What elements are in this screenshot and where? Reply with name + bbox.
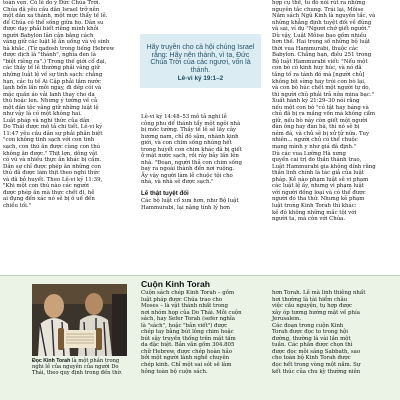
text-line: chép tay bằng bút lông chim hoặc bbox=[141, 329, 234, 336]
text-line: Chúa đã yêu cầu dân Israel trở nên bbox=[3, 6, 100, 13]
text-line: nhà. "Đoạn, người thả con chim sống bbox=[141, 159, 242, 166]
text-line: công phu để thánh tẩy một ngôi nhà bbox=[141, 120, 241, 127]
text-line: hạn, các tu tế Ai Cập phải tắm nước bbox=[3, 78, 101, 85]
text-line: Hammurabi, lại nặng tính lý hơn bbox=[141, 204, 230, 211]
text-line: vâng giữ các luật lệ ăn uống và vệ sinh bbox=[3, 39, 110, 46]
text-line: hỏng toàn bộ cuộn sách. bbox=[141, 368, 208, 375]
text-line: một dân xa thánh, một mực thẩy tế lễ. bbox=[3, 13, 108, 20]
text-line: Lê-vi ký 14:48–53 mô tả nghi lễ bbox=[141, 114, 227, 120]
text-line: hương nam, chỉ đỏ sậm, nhành kinh bbox=[141, 133, 239, 140]
text-line: thần linh chính là tác giả của luật bbox=[272, 170, 364, 177]
text-line: không ăn được." Thịt lợn, dông vật bbox=[3, 150, 98, 157]
photo-caption bbox=[32, 358, 129, 377]
text-line: người Babylon lân cận bằng cách bbox=[3, 32, 94, 39]
text-line: con bò có kinh huy húc, và nó đã bbox=[272, 65, 362, 72]
section-subheading: Lẽ thật tuyệt đối bbox=[141, 190, 189, 198]
text-line: Luật pháp và nghi thức của dân bbox=[3, 117, 90, 124]
subheading-text bbox=[138, 198, 263, 211]
photo-illustration bbox=[32, 284, 127, 356]
text-line: việc cầu nguyện, tụ hợp được bbox=[272, 303, 353, 310]
text-line: nguyên tắc chung. Trái lại, Môise bbox=[272, 6, 364, 13]
middle-column-text bbox=[138, 114, 263, 186]
text-line: người ta, mà còn với Chúa. bbox=[272, 216, 346, 223]
text-line: nếu một con bò "có tật hay báng và bbox=[272, 104, 369, 111]
text-line: quyền cai trị do thần thánh trao, bbox=[272, 157, 362, 164]
text-line: Dù các vua Lưỡng Hà xưng bbox=[272, 150, 346, 157]
text-line: với người đồng loại và có thể được bbox=[272, 189, 366, 196]
scripture-quote-box bbox=[140, 34, 261, 88]
text-line: chủ đã bị ra mắng vốn mà không cẩm bbox=[272, 111, 376, 118]
text-line: Moses – là vật thánh nhất trong bbox=[141, 303, 228, 310]
text-line: thời vua Hammurabi, thuộc các bbox=[272, 45, 359, 52]
sidebar-title: Cuộn Kinh Torah bbox=[141, 279, 211, 289]
text-line: ở mặt nước sạch, rồi rảy bảy lần lên bbox=[141, 153, 239, 160]
text-line: Do Thái được mô tả chi tiết. Lê-vi ký bbox=[3, 124, 103, 131]
text-line: các thầy tế lễ thường phải vâng giữ bbox=[3, 65, 100, 72]
text-line: các luật lệ ấy, nhưng vi phạm luật bbox=[272, 183, 365, 190]
text-line: hơi thường là tài hiểm châu bbox=[272, 296, 348, 303]
text-line: để Chúa có thể sống giữa họ. Dân su bbox=[3, 19, 104, 26]
text-line: hơn Torah. Lễ mà linh thiêng nhất bbox=[272, 290, 366, 296]
left-column-text bbox=[0, 0, 132, 210]
text-line: thì người chủ phải trả nửa mina bạc." bbox=[272, 91, 375, 98]
text-line: da đặc biệt. Bản văn gồm 304.805 bbox=[141, 342, 235, 349]
text-line: bởi một người lành nghề chuyên bbox=[141, 355, 230, 362]
text-line: đọc hết trong vòng một năm. Sự bbox=[272, 362, 361, 369]
text-line: bị mốc tường. Thầy tế lễ sẽ lấy cây bbox=[141, 127, 237, 134]
text-line: thú đã được làm thịt theo nghi thức bbox=[3, 170, 100, 177]
text-line: bút sậy truyền thống trên mặt tấm bbox=[141, 335, 236, 342]
text-line: mạng mình y như giá đã định." bbox=[272, 144, 357, 151]
text-line: ném đá, và chủ sẽ bị xử tử nữa. Tuy bbox=[272, 130, 370, 137]
text-line: "Khi một con thú nào các người bbox=[3, 183, 89, 190]
text-line: hà khắc. (Từ qadosh trong tiếng Hebrew bbox=[3, 45, 115, 52]
text-line: có vú và nhiều thực ăn khác bị cấm. bbox=[3, 157, 102, 164]
text-line: Dù vậy, Luật Môise bao gồm nhiều bbox=[272, 32, 367, 39]
text-line: Các đoạn trong cuộn Kinh bbox=[272, 322, 344, 329]
sidebar-middle-column bbox=[138, 290, 263, 375]
text-line: kết thúc của chu kỳ thường niên bbox=[272, 368, 361, 375]
text-line: và sai, ví dụ "Ngươi chớ giết người." bbox=[272, 26, 371, 33]
text-line: được phép ăn mà thực chết đi, hễ bbox=[3, 189, 95, 196]
text-line: Các bộ luật cổ xưa hơn, như Bộ luật bbox=[141, 198, 239, 205]
quote-text: Hãy truyền cho cả hội chúng Israel rằng: Hãy nên thánh, vì ta, Đức Chúa Trời của các ngươi, vốn là thánh. bbox=[146, 44, 255, 74]
text-line: và đã bỏ huyết. Theo Lê-vi ký 11:39, bbox=[3, 176, 103, 183]
text-line: luật trong Kinh Torah thì khác: bbox=[272, 202, 357, 209]
text-line: nơi nhóm họp của Do Thái. Mỗi cuộn bbox=[141, 309, 242, 316]
caption-text: là một phần trong nghi lễ của nguyên của người Do Thái, theo quy định trong đền thờ. bbox=[32, 358, 123, 377]
text-line: toàn vẹn. Có lẽ do ý Đức Chúa Trời. bbox=[3, 0, 101, 6]
text-line: giới, và con chim sống nhúng hết bbox=[141, 140, 232, 147]
text-line: một dân tộc vâng giữ những luật lệ bbox=[3, 104, 99, 111]
text-line: được đọc mỗi sáng Sabbath, sao bbox=[272, 348, 361, 355]
text-line: ai đụng đến xác nó sẽ bị ô uế đến bbox=[3, 196, 95, 203]
text-line: Babylon. Chẳng hạn, điều 251 trong bbox=[272, 52, 372, 59]
text-line: "biệt riêng ra".) Trong thế giới cổ đại, bbox=[3, 58, 107, 65]
middle-column bbox=[138, 114, 263, 211]
text-line: như vậy là có một không hai. bbox=[3, 111, 82, 118]
right-column-text bbox=[269, 0, 400, 223]
torah-scroll-sidebar bbox=[0, 276, 400, 400]
text-line: cho toàn bộ Kinh Torah được bbox=[272, 355, 351, 362]
text-line: bay ra ngoài thành đến nơi ruộng. bbox=[141, 166, 235, 173]
text-line: tăng tố ra tánh đó mà [người chủ] bbox=[272, 72, 365, 79]
sidebar-right-text bbox=[269, 290, 400, 375]
sidebar-right-column bbox=[269, 290, 400, 375]
text-line: đường, thường là vài lần một bbox=[272, 335, 351, 342]
text-line: được dịch là "thánh", nghĩa đen là bbox=[3, 52, 96, 59]
text-line: kẻ đó không những mắc tội với bbox=[272, 209, 357, 216]
text-line: chiều tối." bbox=[3, 202, 32, 209]
torah-reading-photo bbox=[32, 284, 127, 356]
text-line: lạnh bốn lần mỗi ngày, đi dép cói và bbox=[3, 85, 102, 92]
text-line: xây óp tương hướng mặt về phía bbox=[272, 309, 360, 316]
text-line: không bít sừng hay trói con bò lại, bbox=[272, 78, 366, 85]
quote-reference: Lê-vi ký 19:1–2 bbox=[177, 75, 224, 83]
caption-bold: Đọc Kinh Torah bbox=[32, 358, 71, 364]
text-line: được dạy phải biết riêng mình khỏi bbox=[3, 26, 99, 33]
text-line: và con bò húc chết một người tự do, bbox=[272, 85, 371, 92]
text-line: luật pháp được Chúa trao cho bbox=[141, 296, 223, 303]
text-line: trong huyết con chim khác đã bị giết bbox=[141, 146, 242, 153]
text-line: sạch, con thú ăn được cùng con thú bbox=[3, 144, 101, 151]
text-line: đàn ông hay đàn bà, thì nó sẽ bị bbox=[272, 124, 360, 131]
text-line: Xuất hành ký 21:29–30 nói rằng bbox=[272, 98, 360, 105]
text-line: giữ, nếu bò này còn giết một người bbox=[272, 117, 368, 124]
text-line: Bộ luật Hammurabi viết: "Nếu một bbox=[272, 58, 368, 65]
text-line: "con không tinh sạch với con tinh bbox=[3, 137, 95, 144]
text-line: Cuộn sách chép Kinh Torah – gồm bbox=[141, 290, 235, 296]
right-column bbox=[269, 0, 400, 223]
text-line: Jerusalem. bbox=[272, 316, 302, 323]
text-line: 11:47 yêu cầu dân sự phải phân biệt bbox=[3, 130, 103, 137]
text-line: là "sách", hoặc "bản viết") được bbox=[141, 322, 228, 329]
text-line: nhiên... người chủ có thể chuộc bbox=[272, 137, 358, 144]
text-line: sách, hay Sefer Torah (sefer nghĩa bbox=[141, 316, 235, 323]
text-line: người đó tha thứ. Nhưng kẻ phạm bbox=[272, 196, 365, 203]
text-line: hợp cụ thể, tu đó nói rút ra những bbox=[272, 0, 366, 6]
text-line: hơn thế. Hai trong số những bộ luật bbox=[272, 39, 371, 46]
text-line: những khẳng định tuyệt đối về đúng bbox=[272, 19, 372, 26]
text-line: nhà, và nhà sẽ được sạch." bbox=[141, 179, 214, 186]
text-line: Ấy vậy người làm lễ chuộc tội cho bbox=[141, 172, 233, 179]
text-line: Dân sự chỉ được phép ăn những con bbox=[3, 163, 101, 170]
text-line: Torah được đọc to trong hội bbox=[272, 329, 348, 336]
text-line: Luật Hammurabi gia không dính rằng bbox=[272, 163, 376, 170]
text-line: thú hoặc len. Nhưng ý tưởng về cả bbox=[3, 98, 98, 105]
text-line: pháp. Kẻ nào phạm luật sẽ vi phạm bbox=[272, 176, 369, 183]
text-line: chép kinh. Chỉ một sai sót sẽ làm bbox=[141, 362, 232, 369]
left-column bbox=[0, 0, 132, 210]
text-line: tuần. Các phần được chọn thì bbox=[272, 342, 353, 349]
sidebar-middle-text bbox=[138, 290, 263, 375]
text-line: Năm sách Ngũ Kinh là nguyên tắc, và bbox=[272, 13, 376, 20]
text-line: mặc quần áo vải lanh thay cho da bbox=[3, 91, 95, 98]
text-line: chữ Hebrew, được chép hoàn hảo bbox=[141, 348, 232, 355]
text-line: những luật lệ về sự tinh sạch: chẳng bbox=[3, 72, 103, 79]
